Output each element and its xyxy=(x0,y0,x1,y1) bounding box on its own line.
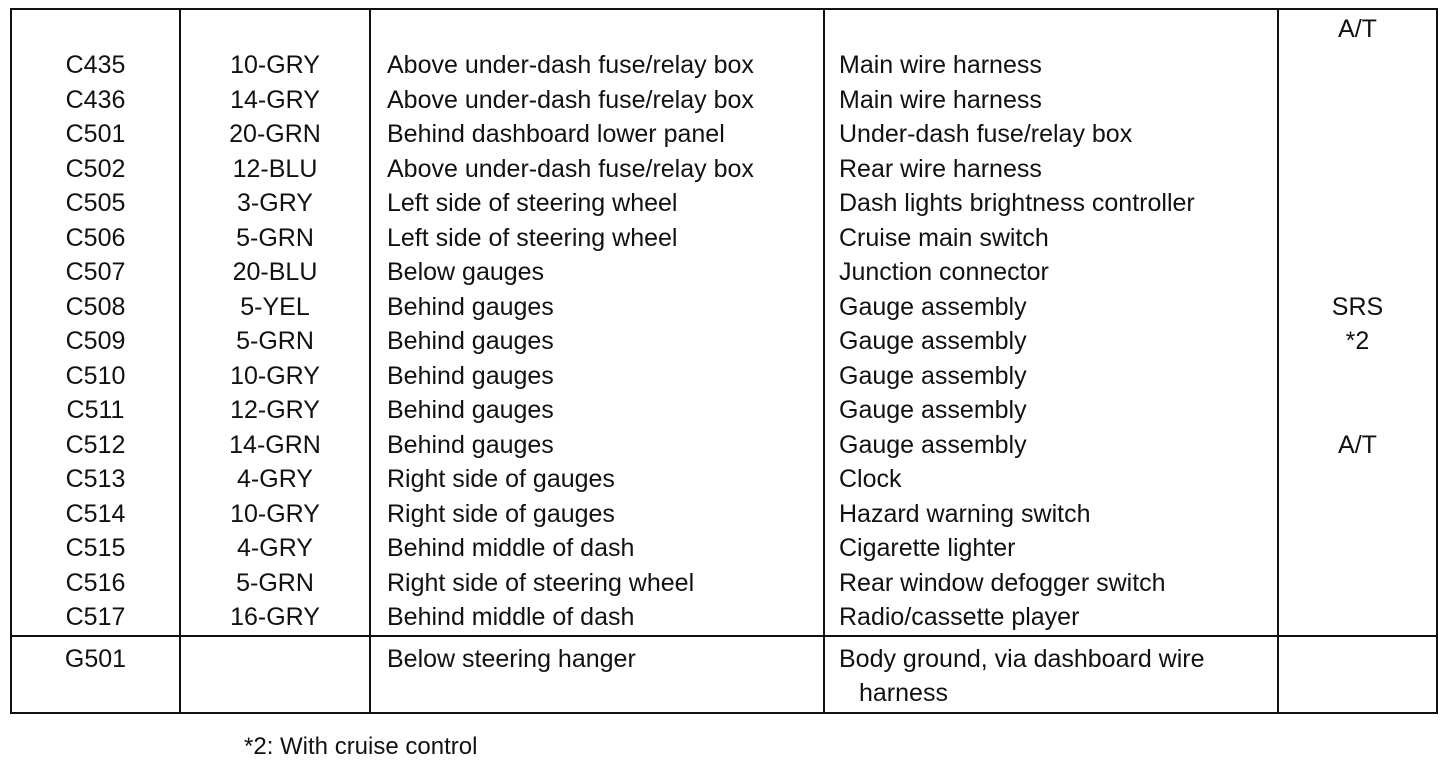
connector-id: C510 xyxy=(11,359,180,394)
connector-location: Behind gauges xyxy=(370,324,824,359)
header-note: A/T xyxy=(1278,9,1437,48)
connector-id: C435 xyxy=(11,48,180,83)
connector-component: Gauge assembly xyxy=(824,290,1278,325)
table-row xyxy=(11,428,1437,463)
footnote: *2: With cruise control xyxy=(244,733,478,760)
connector-id: C515 xyxy=(11,531,180,566)
connector-pins: 14-GRY xyxy=(180,83,370,118)
ground-note xyxy=(1278,636,1437,713)
connector-pins: 16-GRY xyxy=(180,600,370,636)
connector-component: Under-dash fuse/relay box xyxy=(824,117,1278,152)
connector-note: *2 xyxy=(1278,324,1437,359)
connector-id: C513 xyxy=(11,462,180,497)
connector-pins: 5-GRN xyxy=(180,566,370,601)
header-note-row xyxy=(11,9,1437,48)
table-row xyxy=(11,48,1437,83)
connector-id: C517 xyxy=(11,600,180,636)
connector-component: Clock xyxy=(824,462,1278,497)
ground-location: Below steering hanger xyxy=(370,636,824,713)
connector-note xyxy=(1278,48,1437,83)
connector-pins: 12-GRY xyxy=(180,393,370,428)
ground-row xyxy=(11,636,1437,713)
connector-component: Main wire harness xyxy=(824,83,1278,118)
connector-pins: 5-GRN xyxy=(180,324,370,359)
connector-location: Right side of gauges xyxy=(370,462,824,497)
ground-component-line1: Body ground, via dashboard wire xyxy=(839,644,1205,673)
connector-location: Right side of gauges xyxy=(370,497,824,532)
connector-pins: 4-GRY xyxy=(180,462,370,497)
connector-pins: 5-GRN xyxy=(180,221,370,256)
connector-pins: 20-BLU xyxy=(180,255,370,290)
connector-location: Behind gauges xyxy=(370,393,824,428)
connector-note xyxy=(1278,255,1437,290)
table-row xyxy=(11,497,1437,532)
connector-id: C502 xyxy=(11,152,180,187)
connector-note xyxy=(1278,83,1437,118)
connector-component: Dash lights brightness controller xyxy=(824,186,1278,221)
connector-location: Behind gauges xyxy=(370,290,824,325)
header-cell-location xyxy=(370,9,824,48)
connector-id: C505 xyxy=(11,186,180,221)
connector-component: Gauge assembly xyxy=(824,324,1278,359)
connector-location: Left side of steering wheel xyxy=(370,186,824,221)
table-row xyxy=(11,566,1437,601)
connector-pins: 20-GRN xyxy=(180,117,370,152)
connector-note xyxy=(1278,393,1437,428)
header-cell-pins xyxy=(180,9,370,48)
connector-component: Gauge assembly xyxy=(824,428,1278,463)
connector-note xyxy=(1278,531,1437,566)
connector-component: Radio/cassette player xyxy=(824,600,1278,636)
connector-location: Above under-dash fuse/relay box xyxy=(370,83,824,118)
header-cell-component xyxy=(824,9,1278,48)
connector-note xyxy=(1278,359,1437,394)
connector-id: C516 xyxy=(11,566,180,601)
connector-location: Behind dashboard lower panel xyxy=(370,117,824,152)
table-row xyxy=(11,255,1437,290)
table-row xyxy=(11,531,1437,566)
connector-note xyxy=(1278,600,1437,636)
connector-pins: 3-GRY xyxy=(180,186,370,221)
connector-component: Hazard warning switch xyxy=(824,497,1278,532)
connector-id: C508 xyxy=(11,290,180,325)
table-row xyxy=(11,462,1437,497)
connector-pins: 10-GRY xyxy=(180,359,370,394)
connector-id: C514 xyxy=(11,497,180,532)
connector-pins: 12-BLU xyxy=(180,152,370,187)
ground-pins xyxy=(180,636,370,713)
table-row xyxy=(11,324,1437,359)
connector-pins: 4-GRY xyxy=(180,531,370,566)
ground-component-line2: harness xyxy=(859,678,948,707)
table-body xyxy=(11,9,1437,713)
table-row xyxy=(11,152,1437,187)
table-row xyxy=(11,186,1437,221)
connector-pins: 5-YEL xyxy=(180,290,370,325)
table-row xyxy=(11,83,1437,118)
connector-note xyxy=(1278,497,1437,532)
connector-component: Cruise main switch xyxy=(824,221,1278,256)
table-row xyxy=(11,600,1437,636)
connector-id: C501 xyxy=(11,117,180,152)
table-row xyxy=(11,359,1437,394)
table-row xyxy=(11,393,1437,428)
connector-location: Behind middle of dash xyxy=(370,600,824,636)
connector-component: Junction connector xyxy=(824,255,1278,290)
connector-pins: 10-GRY xyxy=(180,48,370,83)
connector-note xyxy=(1278,462,1437,497)
connector-pins: 10-GRY xyxy=(180,497,370,532)
connector-note xyxy=(1278,566,1437,601)
connector-note xyxy=(1278,186,1437,221)
connector-component: Rear window defogger switch xyxy=(824,566,1278,601)
connector-location: Behind middle of dash xyxy=(370,531,824,566)
connector-table xyxy=(10,8,1438,714)
connector-location: Above under-dash fuse/relay box xyxy=(370,152,824,187)
connector-id: C507 xyxy=(11,255,180,290)
table-row xyxy=(11,221,1437,256)
connector-component: Rear wire harness xyxy=(824,152,1278,187)
connector-location: Behind gauges xyxy=(370,359,824,394)
connector-id: C509 xyxy=(11,324,180,359)
connector-component: Gauge assembly xyxy=(824,393,1278,428)
connector-location: Above under-dash fuse/relay box xyxy=(370,48,824,83)
connector-note: SRS xyxy=(1278,290,1437,325)
connector-location: Left side of steering wheel xyxy=(370,221,824,256)
connector-component: Main wire harness xyxy=(824,48,1278,83)
connector-note xyxy=(1278,117,1437,152)
connector-component: Gauge assembly xyxy=(824,359,1278,394)
connector-location: Below gauges xyxy=(370,255,824,290)
table-row xyxy=(11,117,1437,152)
connector-id: C511 xyxy=(11,393,180,428)
connector-id: C512 xyxy=(11,428,180,463)
ground-id: G501 xyxy=(11,636,180,713)
connector-component: Cigarette lighter xyxy=(824,531,1278,566)
table-row xyxy=(11,290,1437,325)
connector-id: C506 xyxy=(11,221,180,256)
ground-component xyxy=(824,636,1278,713)
connector-location: Right side of steering wheel xyxy=(370,566,824,601)
connector-pins: 14-GRN xyxy=(180,428,370,463)
connector-note xyxy=(1278,221,1437,256)
connector-note xyxy=(1278,152,1437,187)
connector-note: A/T xyxy=(1278,428,1437,463)
header-cell-id xyxy=(11,9,180,48)
connector-id: C436 xyxy=(11,83,180,118)
connector-location: Behind gauges xyxy=(370,428,824,463)
